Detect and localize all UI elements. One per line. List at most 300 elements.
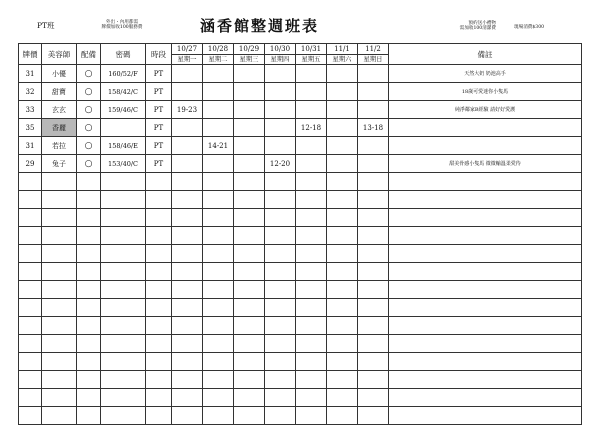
- empty-cell: [389, 353, 582, 371]
- table-row: [19, 155, 582, 173]
- empty-cell: [172, 353, 203, 371]
- empty-cell: [172, 335, 203, 353]
- empty-cell: [265, 407, 296, 425]
- empty-cell: [203, 245, 234, 263]
- cell-day: [327, 155, 358, 173]
- empty-cell: [296, 407, 327, 425]
- cell-day: [203, 101, 234, 119]
- empty-cell: [77, 317, 101, 335]
- empty-cell: [77, 191, 101, 209]
- day-weekday: 星期三: [234, 54, 264, 64]
- cell-name: 香麗: [42, 119, 77, 137]
- empty-cell: [389, 263, 582, 281]
- empty-cell: [358, 245, 389, 263]
- day-date: 10/30: [269, 44, 291, 53]
- cell-slot: PT: [146, 119, 172, 137]
- empty-cell: [101, 263, 146, 281]
- empty-cell: [265, 281, 296, 299]
- cell-day: 12-20: [265, 155, 296, 173]
- empty-cell: [389, 209, 582, 227]
- empty-row: [19, 299, 582, 317]
- empty-cell: [265, 299, 296, 317]
- empty-cell: [77, 281, 101, 299]
- empty-row: [19, 353, 582, 371]
- empty-cell: [234, 173, 265, 191]
- empty-cell: [389, 317, 582, 335]
- cell-day: [327, 65, 358, 83]
- day-weekday: 星期五: [296, 54, 326, 64]
- cell-code: 160/52/F: [101, 65, 146, 83]
- service-fee-note-line: 牌價加收100服務費: [101, 25, 143, 31]
- empty-row: [19, 227, 582, 245]
- empty-cell: [101, 371, 146, 389]
- empty-cell: [234, 263, 265, 281]
- table-row: [19, 119, 582, 137]
- schedule-table: [18, 43, 582, 425]
- empty-row: [19, 407, 582, 425]
- empty-row: [19, 191, 582, 209]
- empty-cell: [203, 371, 234, 389]
- empty-cell: [203, 263, 234, 281]
- cell-name: 小優: [42, 65, 77, 83]
- empty-cell: [101, 245, 146, 263]
- cell-day: [358, 83, 389, 101]
- empty-cell: [265, 245, 296, 263]
- service-fee-note-line: 外出・內用都需: [105, 20, 139, 25]
- col-header-day: [234, 44, 265, 65]
- empty-cell: [203, 317, 234, 335]
- empty-row: [19, 317, 582, 335]
- empty-cell: [172, 317, 203, 335]
- empty-cell: [101, 299, 146, 317]
- day-date: 10/29: [238, 44, 260, 53]
- empty-cell: [296, 245, 327, 263]
- col-header-code: 密碼: [101, 44, 146, 65]
- cell-code: 158/46/E: [101, 137, 146, 155]
- empty-cell: [234, 389, 265, 407]
- empty-cell: [146, 299, 172, 317]
- cell-code: 153/40/C: [101, 155, 146, 173]
- empty-cell: [172, 263, 203, 281]
- empty-cell: [234, 335, 265, 353]
- empty-cell: [389, 245, 582, 263]
- empty-cell: [172, 173, 203, 191]
- cell-slot: PT: [146, 65, 172, 83]
- empty-cell: [203, 389, 234, 407]
- empty-cell: [234, 353, 265, 371]
- empty-cell: [172, 407, 203, 425]
- empty-cell: [358, 407, 389, 425]
- cell-pick: ○: [77, 101, 101, 119]
- cell-day: [172, 155, 203, 173]
- cell-day: [234, 65, 265, 83]
- empty-cell: [42, 227, 77, 245]
- cell-day: [172, 137, 203, 155]
- cell-id: 32: [19, 83, 42, 101]
- empty-cell: [146, 173, 172, 191]
- empty-cell: [389, 227, 582, 245]
- cell-notes: 純淨鄰家B經驗 請好好愛護: [389, 101, 582, 119]
- page-title: 涵香館整週班表: [200, 17, 320, 35]
- day-weekday: 星期四: [265, 54, 295, 64]
- cell-slot: PT: [146, 83, 172, 101]
- empty-cell: [358, 227, 389, 245]
- empty-cell: [146, 353, 172, 371]
- cell-slot: PT: [146, 155, 172, 173]
- empty-cell: [296, 371, 327, 389]
- empty-cell: [101, 335, 146, 353]
- empty-cell: [234, 209, 265, 227]
- cell-notes: 18歲可愛迷你小隻馬: [389, 83, 582, 101]
- empty-cell: [265, 335, 296, 353]
- empty-cell: [172, 299, 203, 317]
- empty-cell: [19, 281, 42, 299]
- empty-cell: [42, 299, 77, 317]
- empty-cell: [172, 371, 203, 389]
- onsite-fee-note: 現場消費$300: [514, 25, 545, 30]
- empty-cell: [101, 353, 146, 371]
- empty-cell: [389, 371, 582, 389]
- cell-day: [265, 119, 296, 137]
- cell-notes: [389, 137, 582, 155]
- empty-cell: [327, 227, 358, 245]
- cell-day: [358, 137, 389, 155]
- cell-day: [358, 101, 389, 119]
- empty-cell: [203, 407, 234, 425]
- cell-pick: ○: [77, 137, 101, 155]
- empty-cell: [19, 371, 42, 389]
- cell-day: [327, 119, 358, 137]
- empty-cell: [172, 281, 203, 299]
- cell-id: 35: [19, 119, 42, 137]
- empty-cell: [172, 389, 203, 407]
- empty-cell: [234, 407, 265, 425]
- empty-cell: [19, 335, 42, 353]
- empty-row: [19, 245, 582, 263]
- empty-row: [19, 209, 582, 227]
- empty-cell: [77, 173, 101, 191]
- table-row: [19, 65, 582, 83]
- empty-cell: [234, 245, 265, 263]
- empty-cell: [77, 407, 101, 425]
- day-date: 10/27: [176, 44, 198, 53]
- empty-cell: [203, 299, 234, 317]
- empty-row: [19, 389, 582, 407]
- cell-day: [358, 155, 389, 173]
- cell-slot: PT: [146, 101, 172, 119]
- cell-id: 29: [19, 155, 42, 173]
- cell-name: 若拉: [42, 137, 77, 155]
- cell-day: [296, 137, 327, 155]
- empty-cell: [265, 227, 296, 245]
- empty-cell: [77, 263, 101, 281]
- empty-cell: [146, 227, 172, 245]
- empty-cell: [296, 227, 327, 245]
- col-header-id: 牌價: [19, 44, 42, 65]
- empty-cell: [203, 209, 234, 227]
- empty-cell: [42, 335, 77, 353]
- cell-day: [265, 137, 296, 155]
- cell-code: 158/42/C: [101, 83, 146, 101]
- empty-cell: [77, 209, 101, 227]
- cell-day: [234, 119, 265, 137]
- empty-cell: [296, 335, 327, 353]
- cell-notes: [389, 119, 582, 137]
- cell-day: [327, 83, 358, 101]
- empty-cell: [265, 389, 296, 407]
- empty-cell: [234, 227, 265, 245]
- cell-name: 玄玄: [42, 101, 77, 119]
- cell-day: [296, 101, 327, 119]
- empty-cell: [358, 281, 389, 299]
- empty-cell: [172, 191, 203, 209]
- cell-day: 19-23: [172, 101, 203, 119]
- service-fee-note: [92, 20, 152, 31]
- empty-cell: [101, 227, 146, 245]
- header-row: [19, 44, 582, 65]
- empty-cell: [77, 335, 101, 353]
- empty-cell: [296, 389, 327, 407]
- cell-day: [327, 101, 358, 119]
- empty-cell: [234, 281, 265, 299]
- empty-cell: [146, 263, 172, 281]
- empty-cell: [77, 245, 101, 263]
- day-date: 10/28: [207, 44, 229, 53]
- empty-cell: [203, 353, 234, 371]
- cell-code: 159/46/C: [101, 101, 146, 119]
- empty-cell: [327, 299, 358, 317]
- cell-day: [265, 101, 296, 119]
- empty-cell: [358, 191, 389, 209]
- cell-day: [296, 65, 327, 83]
- empty-cell: [358, 299, 389, 317]
- empty-cell: [265, 353, 296, 371]
- empty-cell: [296, 173, 327, 191]
- empty-cell: [203, 191, 234, 209]
- empty-cell: [327, 389, 358, 407]
- cell-day: [203, 155, 234, 173]
- cell-day: [358, 65, 389, 83]
- col-header-day: [265, 44, 296, 65]
- empty-cell: [296, 353, 327, 371]
- cell-name: 兔子: [42, 155, 77, 173]
- day-weekday: 星期日: [358, 54, 388, 64]
- empty-cell: [19, 245, 42, 263]
- col-header-day: [296, 44, 327, 65]
- col-header-slot: 時段: [146, 44, 172, 65]
- cell-day: [172, 119, 203, 137]
- empty-cell: [358, 173, 389, 191]
- empty-cell: [327, 209, 358, 227]
- empty-cell: [203, 281, 234, 299]
- day-date: 11/2: [365, 44, 381, 53]
- cell-slot: PT: [146, 137, 172, 155]
- empty-cell: [42, 209, 77, 227]
- empty-cell: [327, 245, 358, 263]
- empty-cell: [42, 317, 77, 335]
- empty-cell: [358, 263, 389, 281]
- empty-cell: [146, 209, 172, 227]
- empty-cell: [172, 227, 203, 245]
- cell-day: [172, 83, 203, 101]
- empty-cell: [296, 299, 327, 317]
- empty-cell: [389, 191, 582, 209]
- empty-cell: [358, 353, 389, 371]
- empty-cell: [358, 317, 389, 335]
- empty-cell: [42, 407, 77, 425]
- empty-row: [19, 335, 582, 353]
- col-header-name: 美容師: [42, 44, 77, 65]
- empty-cell: [265, 173, 296, 191]
- day-weekday: 星期二: [203, 54, 233, 64]
- empty-cell: [101, 209, 146, 227]
- empty-cell: [358, 371, 389, 389]
- empty-cell: [146, 407, 172, 425]
- empty-cell: [234, 191, 265, 209]
- empty-cell: [296, 281, 327, 299]
- empty-cell: [42, 353, 77, 371]
- empty-cell: [19, 191, 42, 209]
- table-row: [19, 101, 582, 119]
- cell-day: 13-18: [358, 119, 389, 137]
- empty-cell: [42, 263, 77, 281]
- empty-row: [19, 371, 582, 389]
- empty-row: [19, 263, 582, 281]
- empty-cell: [234, 299, 265, 317]
- empty-cell: [19, 317, 42, 335]
- empty-cell: [146, 317, 172, 335]
- empty-cell: [42, 191, 77, 209]
- cell-day: 12-18: [296, 119, 327, 137]
- cell-day: [234, 83, 265, 101]
- empty-cell: [101, 191, 146, 209]
- empty-cell: [19, 353, 42, 371]
- empty-cell: [77, 299, 101, 317]
- schedule-body: [19, 65, 582, 425]
- empty-cell: [101, 317, 146, 335]
- cell-day: [265, 65, 296, 83]
- empty-cell: [172, 245, 203, 263]
- empty-cell: [327, 371, 358, 389]
- col-header-day: [327, 44, 358, 65]
- col-header-day: [358, 44, 389, 65]
- cell-name: 甜寶: [42, 83, 77, 101]
- empty-cell: [203, 173, 234, 191]
- cell-day: [203, 83, 234, 101]
- empty-cell: [146, 245, 172, 263]
- day-date: 10/31: [300, 44, 322, 53]
- col-header-pick: 配備: [77, 44, 101, 65]
- empty-cell: [296, 263, 327, 281]
- booking-note-line: 預約送小禮物: [468, 21, 496, 26]
- empty-cell: [358, 209, 389, 227]
- empty-cell: [265, 209, 296, 227]
- empty-cell: [42, 389, 77, 407]
- empty-cell: [203, 227, 234, 245]
- empty-cell: [42, 281, 77, 299]
- table-row: [19, 83, 582, 101]
- cell-id: 31: [19, 65, 42, 83]
- cell-code: [101, 119, 146, 137]
- cell-pick: ○: [77, 83, 101, 101]
- booking-note-line: 需加收100清潔費: [459, 26, 496, 32]
- empty-cell: [358, 335, 389, 353]
- empty-cell: [101, 173, 146, 191]
- empty-cell: [77, 353, 101, 371]
- empty-cell: [327, 191, 358, 209]
- cell-pick: ○: [77, 65, 101, 83]
- empty-cell: [19, 263, 42, 281]
- empty-cell: [19, 389, 42, 407]
- empty-cell: [265, 191, 296, 209]
- empty-cell: [234, 317, 265, 335]
- day-weekday: 星期一: [172, 54, 202, 64]
- cell-day: [327, 137, 358, 155]
- cell-day: 14-21: [203, 137, 234, 155]
- empty-cell: [296, 209, 327, 227]
- table-row: [19, 137, 582, 155]
- empty-cell: [19, 173, 42, 191]
- empty-cell: [19, 407, 42, 425]
- empty-cell: [146, 281, 172, 299]
- empty-cell: [19, 227, 42, 245]
- empty-cell: [172, 209, 203, 227]
- empty-cell: [327, 407, 358, 425]
- empty-cell: [296, 317, 327, 335]
- cell-id: 31: [19, 137, 42, 155]
- empty-cell: [327, 281, 358, 299]
- col-header-day: [203, 44, 234, 65]
- empty-cell: [389, 335, 582, 353]
- cell-day: [234, 101, 265, 119]
- cell-day: [234, 137, 265, 155]
- cell-day: [296, 155, 327, 173]
- empty-cell: [327, 353, 358, 371]
- cell-id: 33: [19, 101, 42, 119]
- empty-row: [19, 173, 582, 191]
- empty-cell: [389, 281, 582, 299]
- empty-cell: [296, 191, 327, 209]
- empty-cell: [265, 317, 296, 335]
- empty-cell: [146, 191, 172, 209]
- shift-label: PT班: [37, 21, 55, 30]
- empty-cell: [389, 389, 582, 407]
- empty-cell: [203, 335, 234, 353]
- cell-pick: ○: [77, 119, 101, 137]
- empty-cell: [146, 371, 172, 389]
- empty-cell: [389, 407, 582, 425]
- empty-cell: [77, 371, 101, 389]
- day-weekday: 星期六: [327, 54, 357, 64]
- empty-cell: [327, 317, 358, 335]
- cell-day: [265, 83, 296, 101]
- empty-cell: [42, 173, 77, 191]
- empty-cell: [327, 173, 358, 191]
- col-header-notes: 備註: [389, 44, 582, 65]
- empty-cell: [265, 371, 296, 389]
- booking-note: [426, 21, 496, 32]
- empty-cell: [327, 263, 358, 281]
- empty-cell: [358, 389, 389, 407]
- empty-cell: [42, 245, 77, 263]
- cell-day: [203, 119, 234, 137]
- cell-day: [234, 155, 265, 173]
- cell-notes: 天然大奶 奶池高手: [389, 65, 582, 83]
- col-header-day: [172, 44, 203, 65]
- empty-cell: [146, 389, 172, 407]
- empty-cell: [77, 389, 101, 407]
- cell-day: [296, 83, 327, 101]
